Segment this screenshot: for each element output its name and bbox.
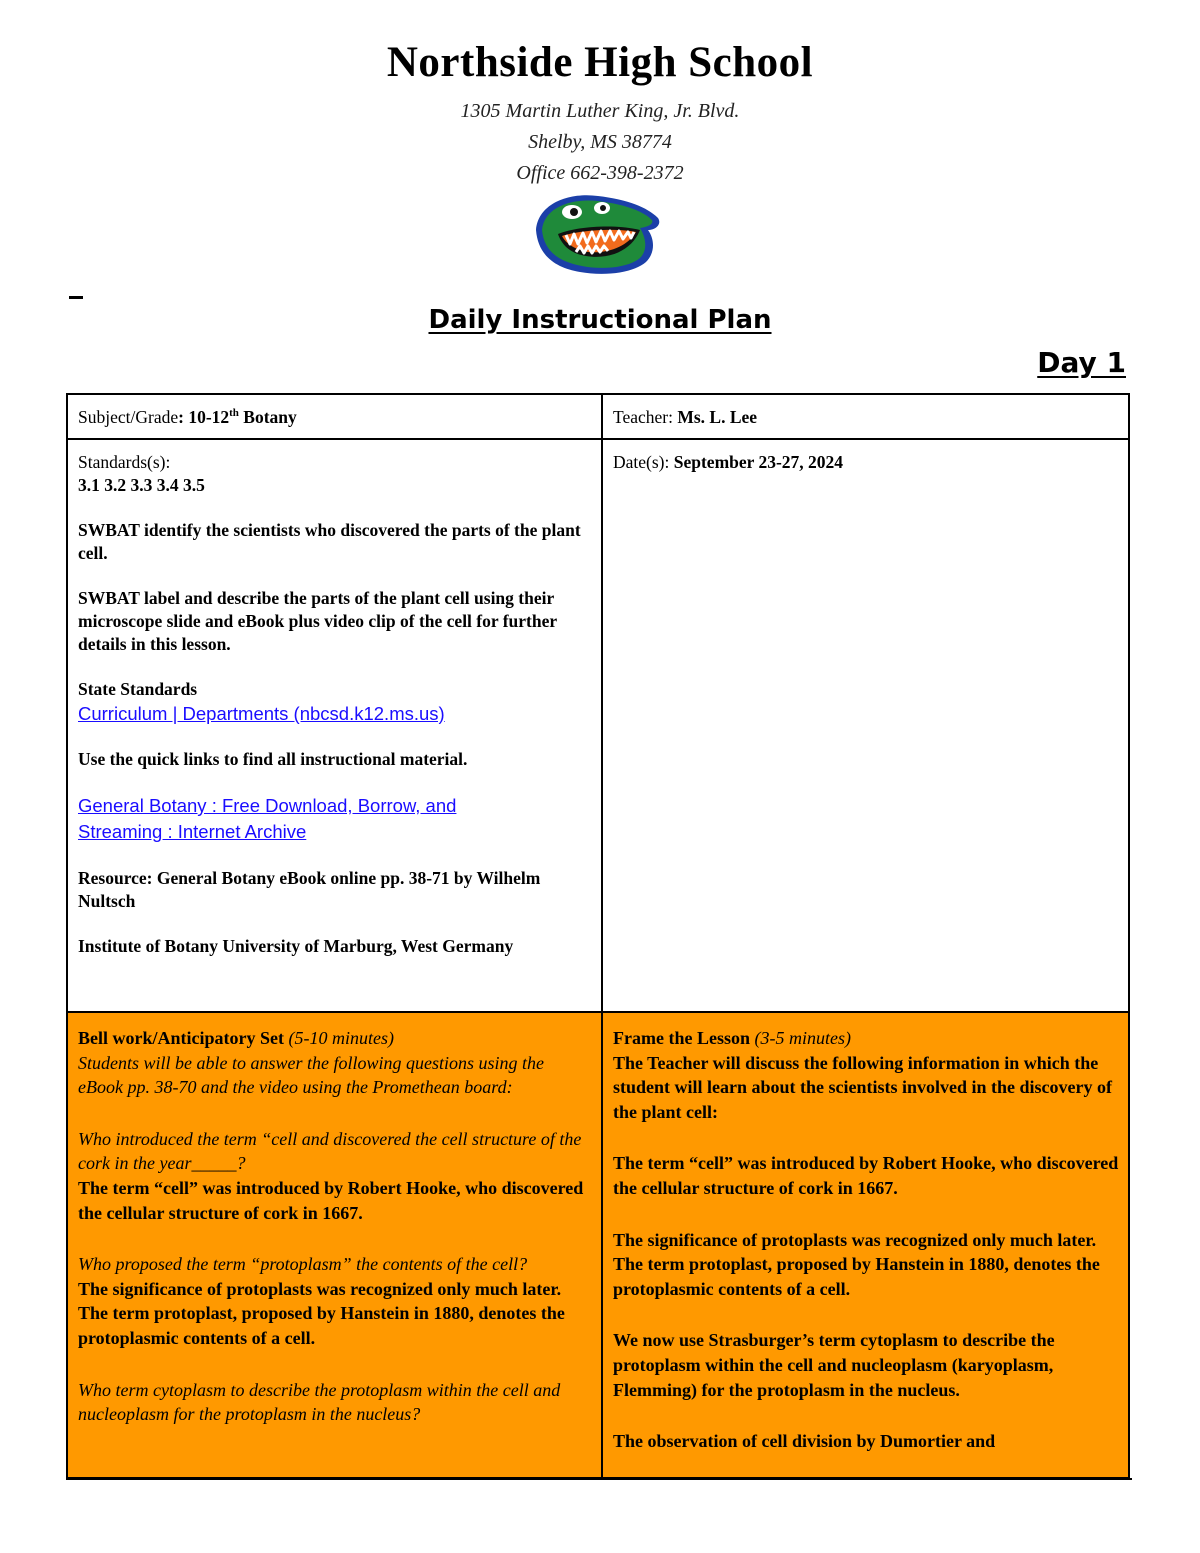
bellwork-duration: (5-10 minutes) <box>288 1028 394 1048</box>
phone-line: Office 662-398-2372 <box>516 162 684 184</box>
subject-grade-cell: Subject/Grade: 10-12th Botany <box>78 407 297 427</box>
curriculum-link[interactable]: Curriculum | Departments (nbcsd.k12.ms.us) <box>78 703 445 724</box>
date-label: Date(s): <box>613 452 670 472</box>
standards-cell <box>68 451 601 958</box>
swbat-2: SWBAT label and describe the parts of the plant cell using their microscope slide and eBook plus video clip of the cell for further details in this lesson. <box>78 588 557 654</box>
address-line2: Shelby, MS 38774 <box>528 131 672 153</box>
row-divider-1 <box>68 438 1128 440</box>
bellwork-q1: Who introduced the term “cell and discovered the cell structure of the cork in the year_____? <box>78 1128 582 1174</box>
date-value: September 23-27, 2024 <box>673 452 844 472</box>
bellwork-a1: The term “cell” was introduced by Robert Hooke, who discovered the cellular structure of cork in 1667. <box>78 1177 584 1223</box>
frame-p3: We now use Strasburger’s term cytoplasm to describe the protoplasm within the cell and nucleoplasm (karyoplasm, Flemming) for the protoplasm in the nucleus. <box>613 1330 1055 1400</box>
frame-p2: The significance of protoplasts was recognized only much later. The term protoplast, proposed by Hanstein in 1880, denotes the protoplasmic contents of a cell. <box>613 1229 1100 1299</box>
address-line1: 1305 Martin Luther King, Jr. Blvd. <box>460 100 740 122</box>
subject-value: 10-12 <box>188 407 230 427</box>
gator-mascot-icon <box>528 190 664 278</box>
row-divider-2 <box>68 1011 1128 1013</box>
bellwork-cell <box>68 1026 601 1427</box>
bellwork-q2: Who proposed the term “protoplasm” the contents of the cell? <box>78 1254 528 1275</box>
day-label: Day 1 <box>1037 346 1126 379</box>
bellwork-q3: Who term cytoplasm to describe the protoplasm within the cell and nucleoplasm for the protoplasm in the nucleus? <box>78 1379 561 1425</box>
quick-links-note: Use the quick links to find all instructional material. <box>78 749 468 769</box>
dates-cell <box>603 451 1130 474</box>
frame-intro: The Teacher will discuss the following information in which the student will learn about the scientists involved in the discovery of the plant cell: <box>613 1052 1113 1122</box>
school-name: Northside High School <box>386 39 814 86</box>
standards-values: 3.1 3.2 3.3 3.4 3.5 <box>78 475 205 495</box>
plan-table <box>66 393 1130 1479</box>
teacher-cell <box>603 406 1130 429</box>
plan-title: Daily Instructional Plan <box>428 305 772 335</box>
teacher-value: Ms. L. Lee <box>677 407 758 427</box>
state-standards-label: State Standards <box>78 679 198 699</box>
stray-dash <box>69 296 83 299</box>
standards-label: Standards(s): <box>78 452 171 472</box>
botany-archive-link-line2[interactable]: Streaming : Internet Archive <box>78 821 307 842</box>
botany-archive-link-line1[interactable]: General Botany : Free Download, Borrow, and <box>78 795 457 816</box>
swbat-1: SWBAT identify the scientists who discovered the parts of the plant cell. <box>78 520 581 563</box>
bellwork-heading: Bell work/Anticipatory Set <box>78 1028 284 1048</box>
subject-label: Subject/Grade <box>78 407 179 427</box>
resource-text: Resource: General Botany eBook online pp. 38-71 by Wilhelm Nultsch <box>78 868 541 911</box>
frame-duration: (3-5 minutes) <box>754 1028 851 1048</box>
frame-heading: Frame the Lesson <box>613 1028 750 1048</box>
frame-p4: The observation of cell division by Dumortier and <box>613 1431 996 1452</box>
teacher-label: Teacher: <box>613 407 673 427</box>
bellwork-intro: Students will be able to answer the following questions using the eBook pp. 38-70 and the video using the Promethean board: <box>78 1052 544 1098</box>
frame-lesson-cell <box>603 1026 1130 1454</box>
frame-p1: The term “cell” was introduced by Robert Hooke, who discovered the cellular structure of cork in 1667. <box>613 1153 1119 1198</box>
subject-course: Botany <box>243 407 297 427</box>
institute-text: Institute of Botany University of Marburg, West Germany <box>78 936 514 956</box>
bellwork-a2: The significance of protoplasts was recognized only much later. The term protoplast, proposed by Hanstein in 1880, denotes the protoplasmic contents of a cell. <box>78 1278 565 1348</box>
table-bottom-rule <box>66 1478 1132 1480</box>
